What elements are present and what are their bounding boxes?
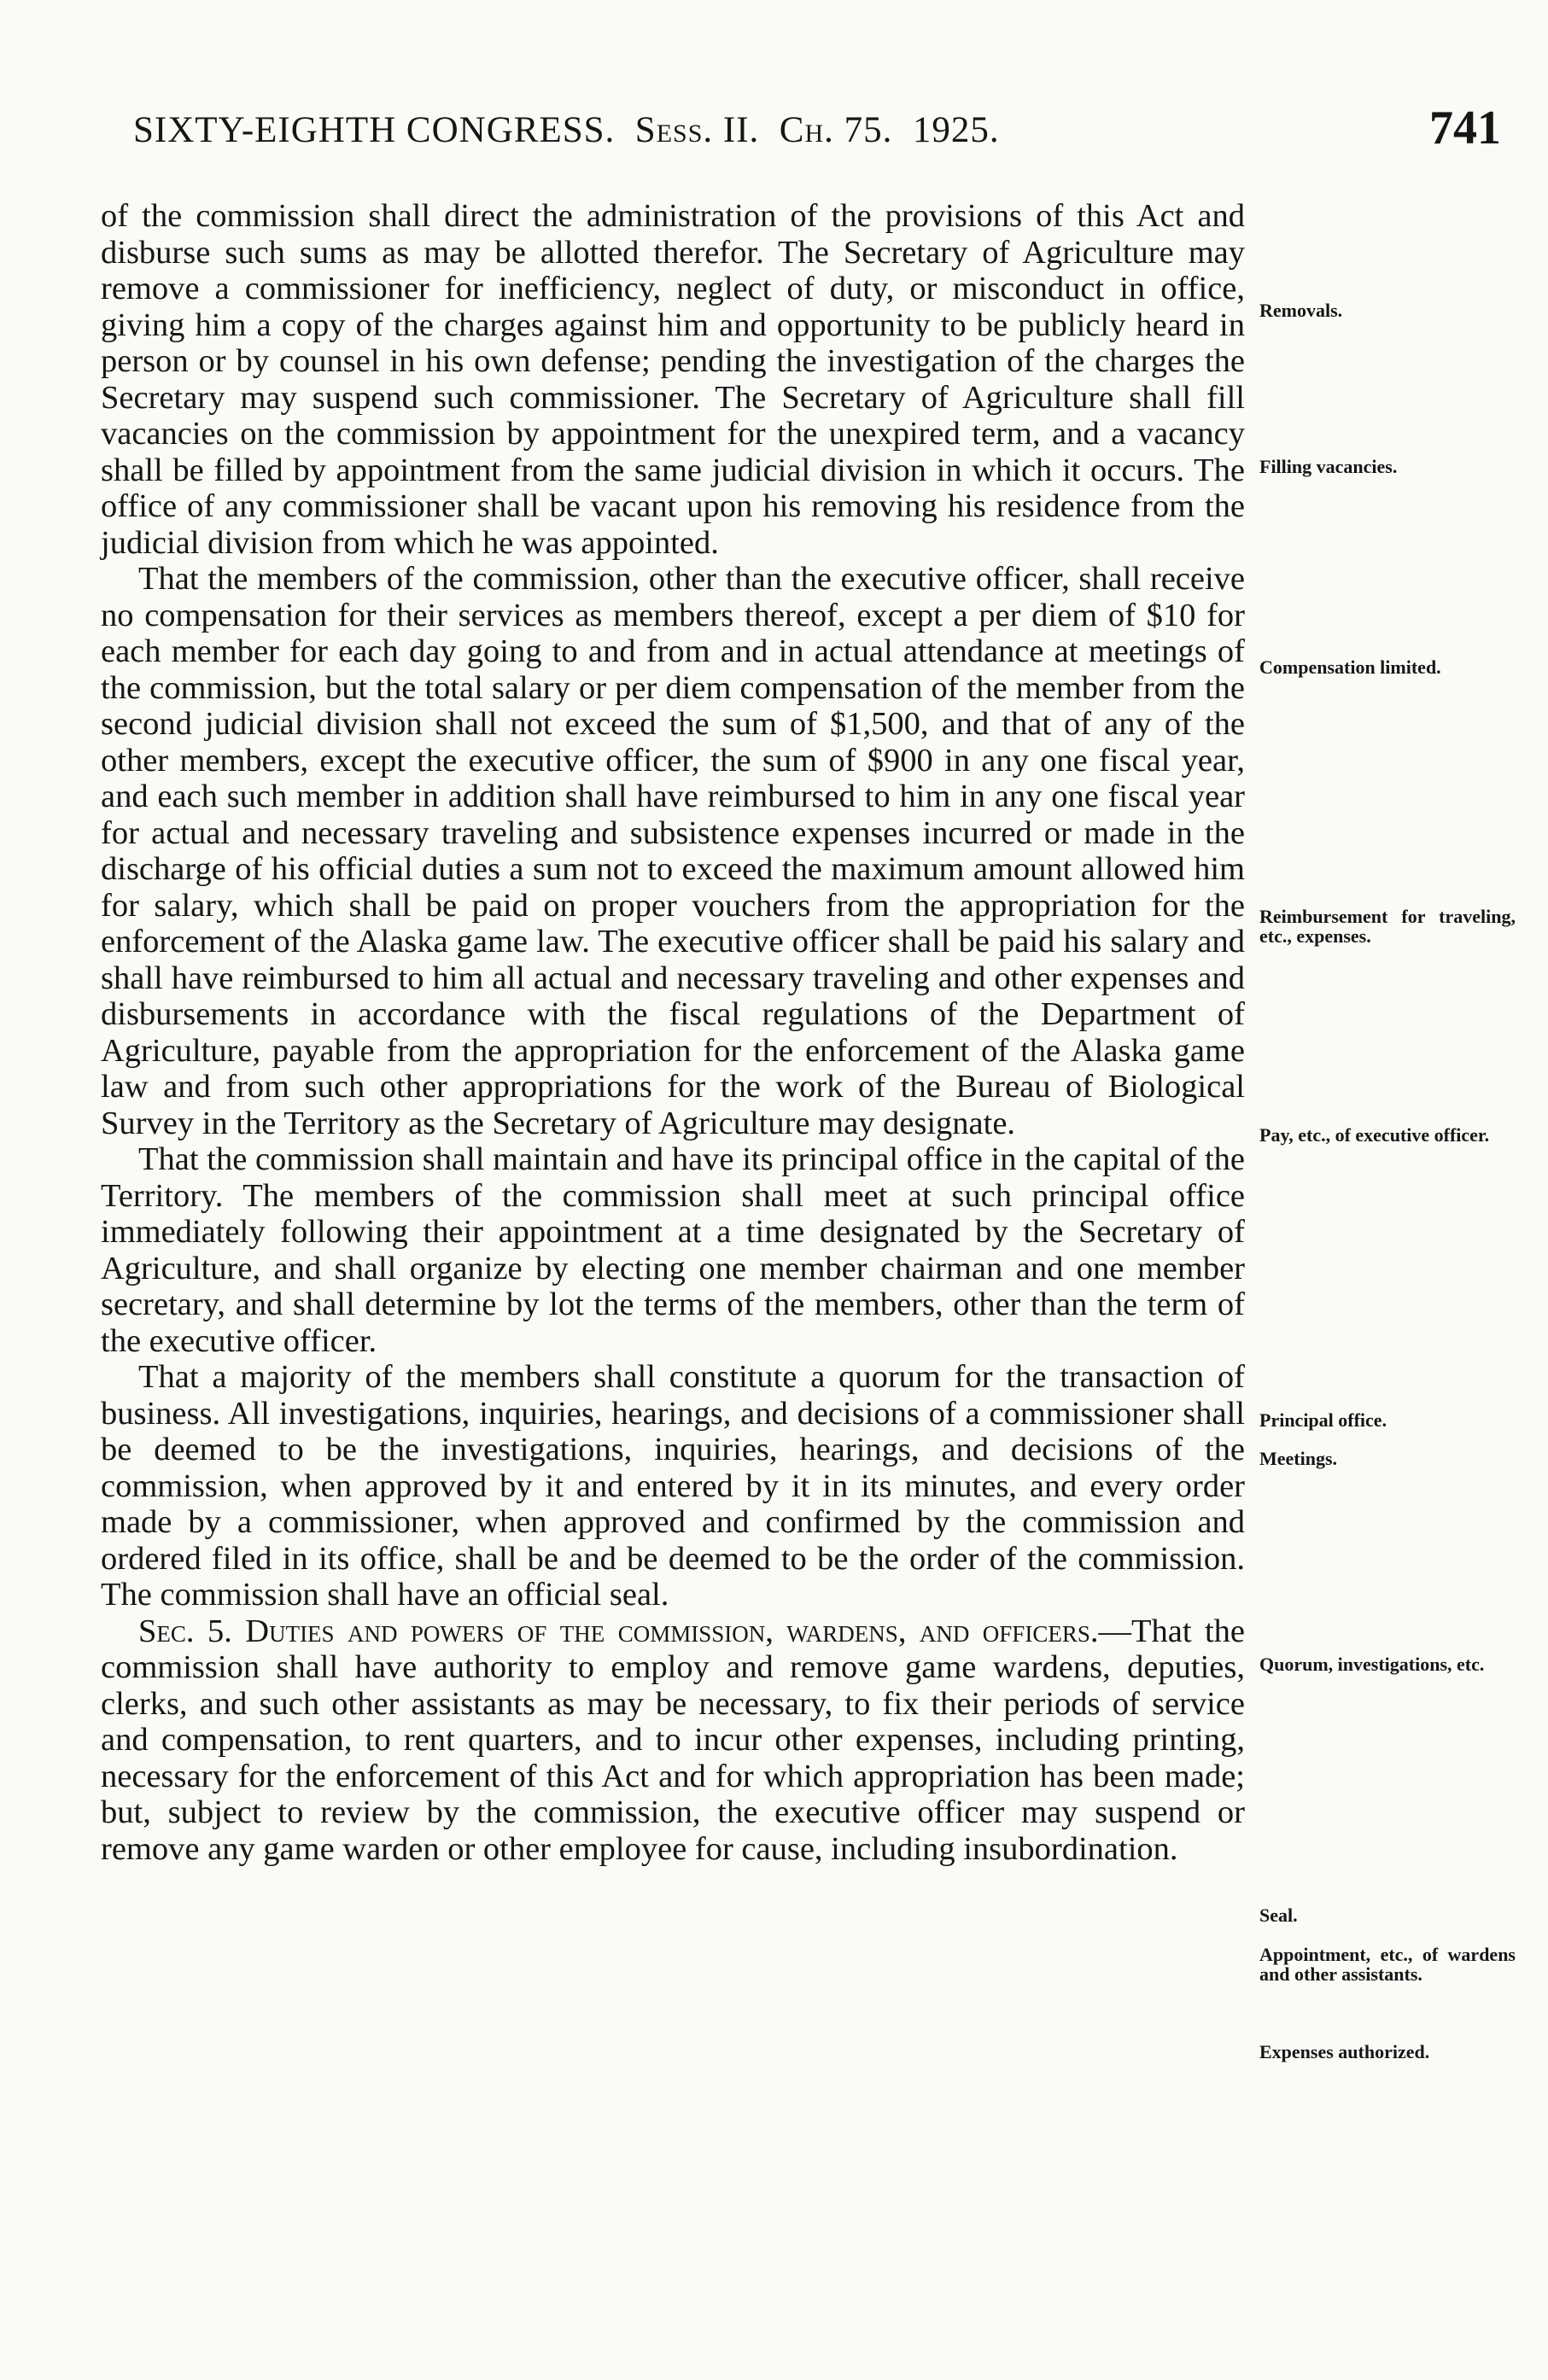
margin-note-removals: Removals. bbox=[1259, 300, 1343, 321]
margin-notes bbox=[1259, 0, 1516, 2380]
session-label: Sess. II. bbox=[634, 110, 760, 150]
margin-note-compensation-limited: Compensation limited. bbox=[1259, 656, 1441, 678]
margin-note-pay-executive-officer: Pay, etc., of executive officer. bbox=[1259, 1124, 1490, 1146]
margin-note-principal-office: Principal office. bbox=[1259, 1409, 1387, 1431]
section-5-text: —That the commission shall have authority to employ and remove game wardens, deputies, clerks, and such other assistants as may be necessary, to fix their periods of service and compensation, to rent quarters, and to incur other expenses, including printing, necessary for the enforcement of this Act and for which appropriation has been made; but, subject to review by the commission, the executive officer may suspend or remove any game warden or other employee for cause, including insubordination. bbox=[101, 1613, 1245, 1867]
running-head-text bbox=[133, 109, 1000, 151]
statute-text bbox=[101, 198, 1245, 1867]
paragraph-principal-office: That the commission shall maintain and have its principal office in the capital of the Territory. The members of the commission shall meet at such principal office immediately following their appointment at a time designated by the Secretary of Agriculture, and shall organize by electing one member chairman and one member secretary, and shall determine by lot the terms of the members, other than the term of the executive officer. bbox=[101, 1141, 1245, 1359]
paragraph-compensation: That the members of the commission, other than the executive officer, shall receive no compensation for their services as members thereof, except a per diem of $10 for each member for each day going to and from and in actual attendance at meetings of the commission, but the total salary or per diem compensation of the member from the second judicial division shall not exceed the sum of $1,500, and that of any of the other members, except the executive officer, the sum of $900 in any one fiscal year, and each such member in addition shall have reimbursed to him in any one fiscal year for actual and necessary traveling and subsistence expenses incurred or made in the discharge of his official duties a sum not to exceed the maximum amount allowed him for salary, which shall be paid on proper vouchers from the appropriation for the enforcement of the Alaska game law. The executive officer shall be paid his salary and shall have reimbursed to him all actual and necessary traveling and other expenses and disbursements in accordance with the fiscal regulations of the Department of Agriculture, payable from the appropriation for the enforcement of the Alaska game law and from such other appropriations for the work of the Bureau of Biological Survey in the Territory as the Secretary of Agriculture may designate. bbox=[101, 561, 1245, 1141]
paragraph-section-5 bbox=[101, 1613, 1245, 1868]
section-5-heading: Sec. 5. Duties and powers of the commission, wardens, and officers. bbox=[138, 1613, 1099, 1649]
margin-note-seal: Seal. bbox=[1259, 1905, 1298, 1926]
year-label: 1925. bbox=[912, 110, 1000, 150]
paragraph-commission-administration: of the commission shall direct the administration of the provisions of this Act and disburse such sums as may be allotted therefor. The Secretary of Agriculture may remove a commissioner for inefficiency, neglect of duty, or misconduct in office, giving him a copy of the charges against him and opportunity to be publicly heard in person or by counsel in his own defense; pending the investigation of the charges the Secretary may suspend such commissioner. The Secretary of Agriculture shall fill vacancies on the commission by appointment for the unexpired term, and a vacancy shall be filled by appointment from the same judicial division in which it occurs. The office of any commissioner shall be vacant upon his removing his residence from the judicial division from which he was appointed. bbox=[101, 198, 1245, 561]
margin-note-quorum: Quorum, investigations, etc. bbox=[1259, 1654, 1485, 1675]
margin-note-expenses-authorized: Expenses authorized. bbox=[1259, 2041, 1430, 2062]
margin-note-appointment-wardens: Appointment, etc., of wardens and other assistants. bbox=[1259, 1944, 1516, 1985]
page-number: 741 bbox=[1429, 102, 1501, 155]
congress-title: SIXTY-EIGHTH CONGRESS. bbox=[133, 110, 616, 150]
paragraph-quorum: That a majority of the members shall constitute a quorum for the transaction of business. All investigations, inquiries, hearings, and decisions of a commissioner shall be deemed to be the investigations, inquiries, hearings, and decisions of the commission, when approved by it and entered by it in its minutes, and every order made by a commissioner, when approved and confirmed by the commission and ordered filed in its office, shall be and be deemed to be the order of the commission. The commission shall have an official seal. bbox=[101, 1359, 1245, 1613]
margin-note-reimbursement: Reimbursement for traveling, etc., expenses. bbox=[1259, 906, 1516, 947]
margin-note-meetings: Meetings. bbox=[1259, 1448, 1338, 1469]
chapter-label: Ch. 75. bbox=[779, 110, 893, 150]
margin-note-filling-vacancies: Filling vacancies. bbox=[1259, 456, 1398, 477]
